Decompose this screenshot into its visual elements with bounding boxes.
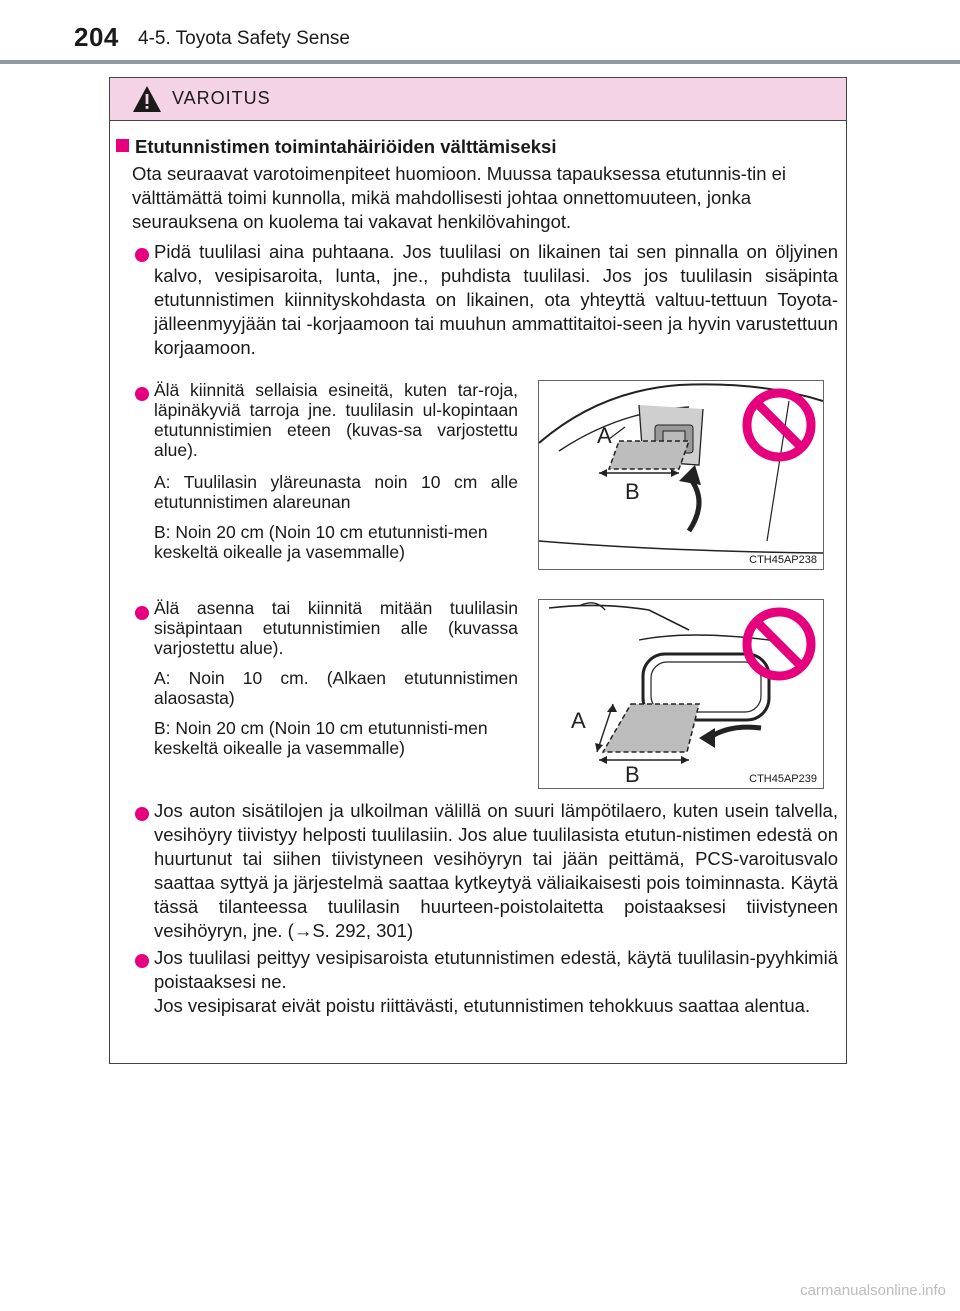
bullet-2-note-b: B: Noin 20 cm (Noin 10 cm etutunnisti-men keskeltä oikealle ja vasemmalle) <box>154 522 488 562</box>
bullet-2-note-a: A: Tuulilasin yläreunasta noin 10 cm alle etutunnistimen alareunan <box>154 472 518 512</box>
warning-box <box>109 77 847 1064</box>
bullet-icon <box>135 807 149 821</box>
figure-sticker-outside <box>538 380 824 570</box>
warning-triangle-icon <box>132 85 162 113</box>
figure-label-b: B <box>625 762 640 787</box>
warning-heading: Etutunnistimen toimintahäiriöiden välttämiseksi <box>116 136 836 158</box>
figure-code: CTH45AP239 <box>749 773 817 785</box>
bullet-icon <box>135 387 149 401</box>
bullet-4-text: Jos auton sisätilojen ja ulkoilman välillä on suuri lämpötilaero, kuten usein talvella, vesihöyry tiivistyy helposti tuulilasiin. Jos alue tuulilasista etutun-nistimen edestä on huurtunut tai siihen tiivistyneen vesihöyryn tai jään peittämä, PCS-varoitusvalo saattaa syttyä ja järjestelmä saattaa kytkeytyä väliaikaisesti pois toiminnasta. Käytä tässä tilanteessa tuulilasin huurteen-poistolaitetta poistaaksesi tiivistyneen vesihöyryn, jne. (→S. 292, 301) <box>154 800 838 941</box>
bullet-icon <box>135 954 149 968</box>
warning-intro: Ota seuraavat varotoimenpiteet huomioon. Muussa tapauksessa etutunnis-tin ei välttämättä toimi kunnolla, mikä mahdollisesti johtaa onnettomuuteen, jonka seurauksena on kuolema tai vakavat henkilövahingot. <box>132 163 787 232</box>
bullet-1-text: Pidä tuulilasi aina puhtaana. Jos tuulilasi on likainen tai sen pinnalla on öljyinen kalvo, vesipisaroita, lunta, jne., puhdista tuulilasi. Jos jos tuulilasin sisäpinta etutunnistimen kiinnityskohdasta on likainen, ota yhteyttä valtuu-tettuun Toyota-jälleenmyyjään tai -korjaamoon tai muuhun ammattitaitoi-seen ja hyvin varustettuun korjaamoon. <box>154 241 838 358</box>
square-bullet-icon <box>116 139 129 152</box>
bullet-3-text: Älä asenna tai kiinnitä mitään tuulilasin sisäpintaan etutunnistimien alle (kuvassa varjostettu alue). <box>154 598 518 658</box>
bullet-icon <box>135 248 149 262</box>
page-number: 204 <box>74 22 119 52</box>
watermark: carmanualsonline.info <box>800 1282 946 1299</box>
figure-label-a: A <box>571 708 586 733</box>
windshield-interior-illustration <box>539 600 823 788</box>
figure-code: CTH45AP238 <box>749 554 817 566</box>
figure-label-b: B <box>625 479 640 504</box>
bullet-2-text: Älä kiinnitä sellaisia esineitä, kuten tar-roja, läpinäkyviä tarroja jne. tuulilasin ul-kopintaan etutunnistimien eteen (kuvas-sa varjostettu alue). <box>154 380 518 460</box>
warning-bar <box>110 78 846 121</box>
bullet-3-note-b: B: Noin 20 cm (Noin 10 cm etutunnisti-men keskeltä oikealle ja vasemmalle) <box>154 718 488 758</box>
warning-label: VAROITUS <box>172 88 271 108</box>
bullet-5-text: Jos tuulilasi peittyy vesipisaroista etutunnistimen edestä, käytä tuulilasin-pyyhkimiä poistaaksesi ne. <box>154 947 838 992</box>
bullet-icon <box>135 606 149 620</box>
figure-sticker-inside <box>538 599 824 789</box>
bullet-3-note-a: A: Noin 10 cm. (Alkaen etutunnistimen alaosasta) <box>154 668 518 708</box>
bullet-5-text-2: Jos vesipisarat eivät poistu riittävästi, etutunnistimen tehokkuus saattaa alentua. <box>154 995 811 1016</box>
header-rule <box>0 60 960 64</box>
windshield-exterior-illustration <box>539 381 823 569</box>
figure-label-a: A <box>597 423 612 448</box>
section-title: 4-5. Toyota Safety Sense <box>138 28 350 49</box>
